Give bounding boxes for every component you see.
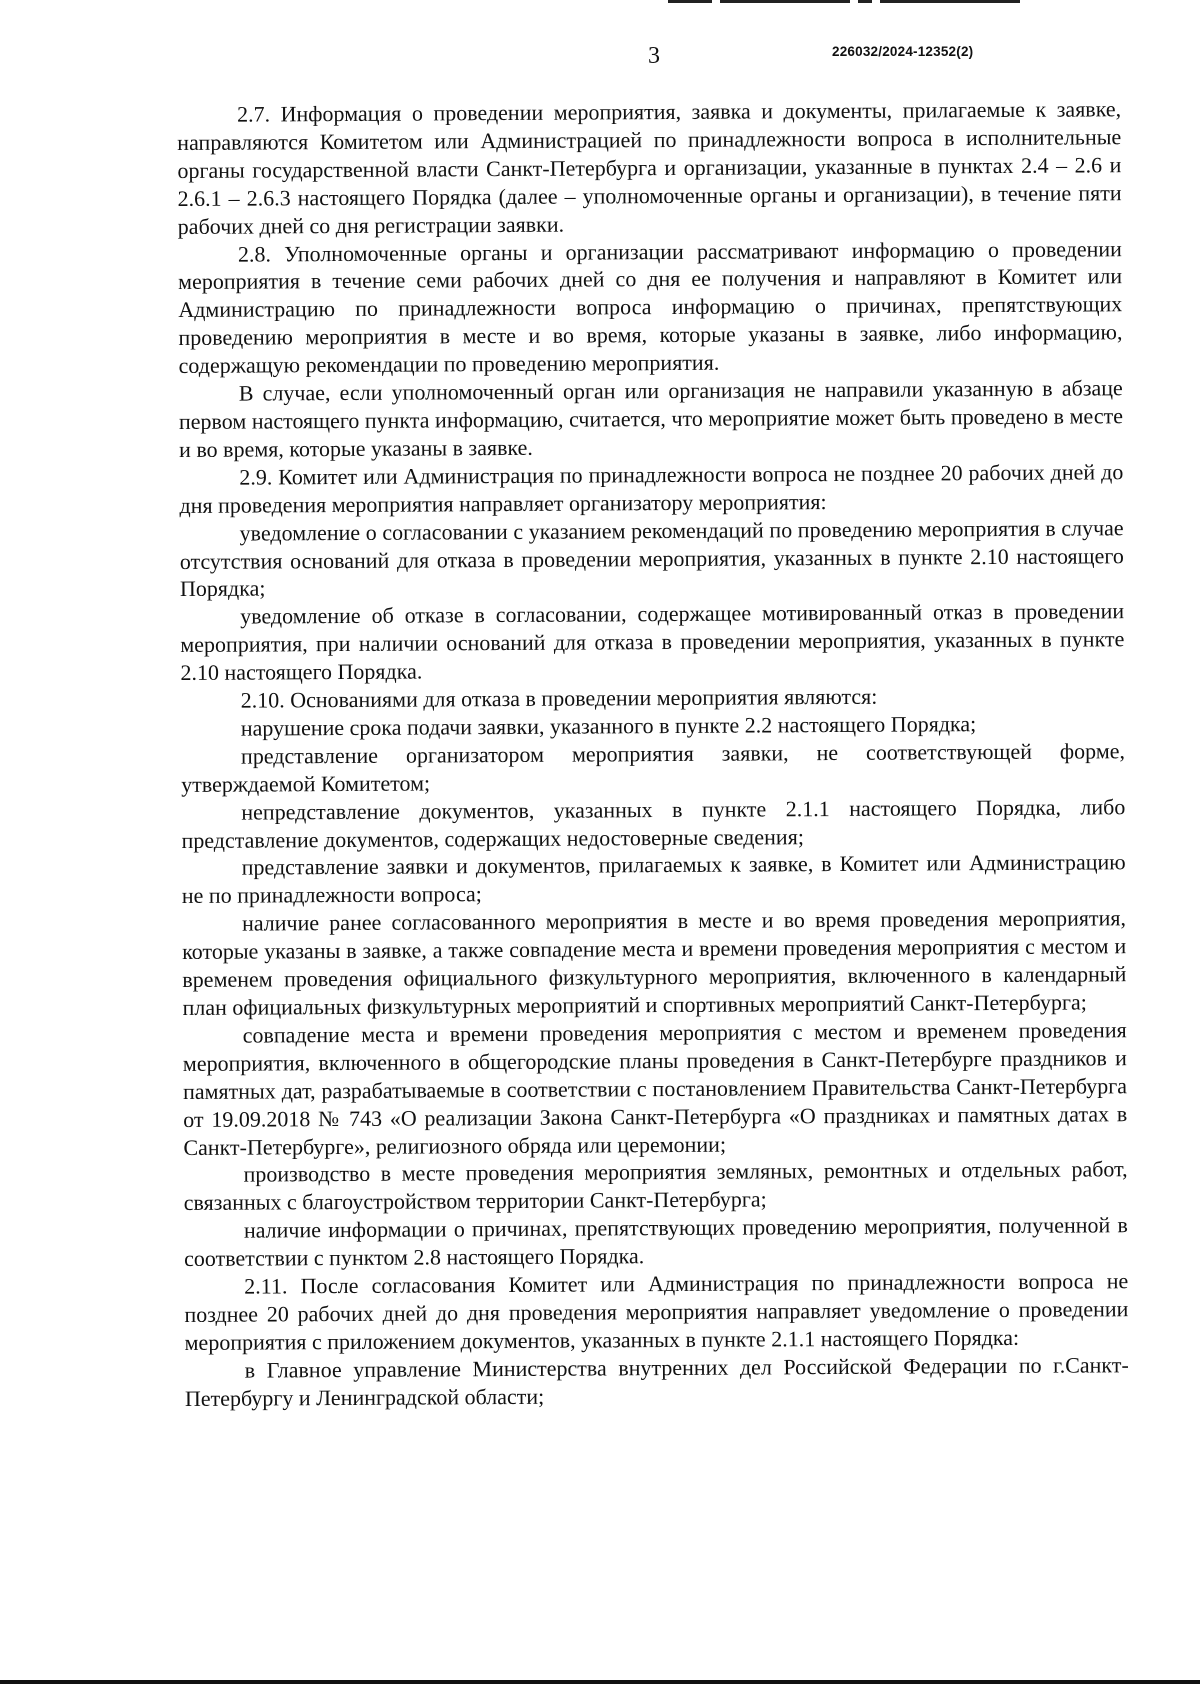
scan-mark	[880, 0, 1020, 3]
document-body	[177, 95, 1129, 1412]
scan-bottom-edge	[0, 1680, 1200, 1684]
paragraph-2-10-item: производство в месте проведения мероприятия земляных, ремонтных и отдельных работ, связанных с благоустройством территории Санкт-Петербурга;	[183, 1156, 1128, 1216]
paragraph-2-8-note: В случае, если уполномоченный орган или организация не направили указанную в абзаце первом настоящего пункта информацию, считается, что мероприятие может быть проведено в месте и во время, которые указаны в заявке.	[178, 375, 1124, 462]
scan-mark	[720, 0, 850, 3]
document-id: 226032/2024-12352(2)	[832, 44, 974, 59]
paragraph-2-10-item: наличие ранее согласованного мероприятия в месте и во время проведения мероприятия, которые указаны в заявке, а также совпадение места и времени проведения мероприятия с местом и временем проведения официального физкультурного мероприятия, включенного в календарный план официальных физкультурных мероприятий и спортивных мероприятий Санкт-Петербурга;	[182, 905, 1127, 1020]
paragraph-2-7: 2.7. Информация о проведении мероприятия, заявка и документы, прилагаемые к заявке, направляются Комитетом или Администрацией по принадлежности вопроса в исполнительные органы государственной власти Санкт-Петербурга и организации, указанные в пунктах 2.4 – 2.6 и 2.6.1 – 2.6.3 настоящего Порядка (далее – уполномоченные органы и организации), в течение пяти рабочих дней со дня регистрации заявки.	[177, 96, 1122, 239]
paragraph-2-10-item: представление заявки и документов, прилагаемых к заявке, в Комитет или Администрацию не по принадлежности вопроса;	[181, 849, 1126, 909]
paragraph-2-10-item: непредставление документов, указанных в пункте 2.1.1 настоящего Порядка, либо представление документов, содержащих недостоверные сведения;	[181, 793, 1126, 853]
paragraph-2-9-approval: уведомление о согласовании с указанием рекомендаций по проведению мероприятия в случае отсутствия оснований для отказа в проведении мероприятия, указанных в пункте 2.10 настоящего Порядка;	[179, 514, 1124, 602]
paragraph-2-9-refusal: уведомление об отказе в согласовании, содержащее мотивированный отказ в проведении мероприятия, при наличии оснований для отказа в проведении мероприятия, указанных в пункте 2.10 настоящего Порядка.	[180, 598, 1125, 686]
page-number: 3	[648, 43, 660, 69]
paragraph-2-9: 2.9. Комитет или Администрация по принадлежности вопроса не позднее 20 рабочих дней до дня проведения мероприятия направляет организатору мероприятия:	[179, 459, 1124, 518]
paragraph-2-11-recipient: в Главное управление Министерства внутренних дел Российской Федерации по г.Санкт-Петербургу и Ленинградской области;	[184, 1351, 1129, 1411]
scan-mark	[858, 0, 872, 3]
paragraph-2-10-item: нарушение срока подачи заявки, указанного в пункте 2.2 настоящего Порядка;	[240, 711, 977, 741]
paragraph-2-10-item: совпадение места и времени проведения мероприятия с местом и временем проведения мероприятия, включенного в общегородские планы проведения в Санкт-Петербурге праздников и памятных дат, разрабатываемые в соответствии с постановлением Правительства Санкт-Петербурга от 19.09.2018 № 743 «О реализации Закона Санкт-Петербурга «О праздниках и памятных датах в Санкт-Петербурге», религиозного обряда или церемонии;	[182, 1017, 1128, 1160]
paragraph-2-11: 2.11. После согласования Комитет или Администрация по принадлежности вопроса не позднее 20 рабочих дней до дня проведения мероприятия направляет уведомление о проведении мероприятия с приложением документов, указанных в пункте 2.1.1 настоящего Порядка:	[184, 1268, 1129, 1355]
scan-mark	[668, 0, 712, 3]
paragraph-2-10-item: представление организатором мероприятия заявки, не соответствующей форме, утверждаемой Комитетом;	[181, 738, 1126, 797]
paragraph-2-8: 2.8. Уполномоченные органы и организации рассматривают информацию о проведении мероприятия в течение семи рабочих дней со дня ее получения и направляют в Комитет или Администрацию по принадлежности вопроса информацию о причинах, препятствующих проведению мероприятия в месте и во время, которые указаны в заявке, либо информацию, содержащую рекомендации по проведению мероприятия.	[178, 235, 1123, 379]
paragraph-2-10-item: наличие информации о причинах, препятствующих проведению мероприятия, полученной в соответствии с пунктом 2.8 настоящего Порядка.	[183, 1212, 1128, 1272]
paragraph-2-10: 2.10. Основаниями для отказа в проведении мероприятия являются:	[240, 683, 878, 713]
